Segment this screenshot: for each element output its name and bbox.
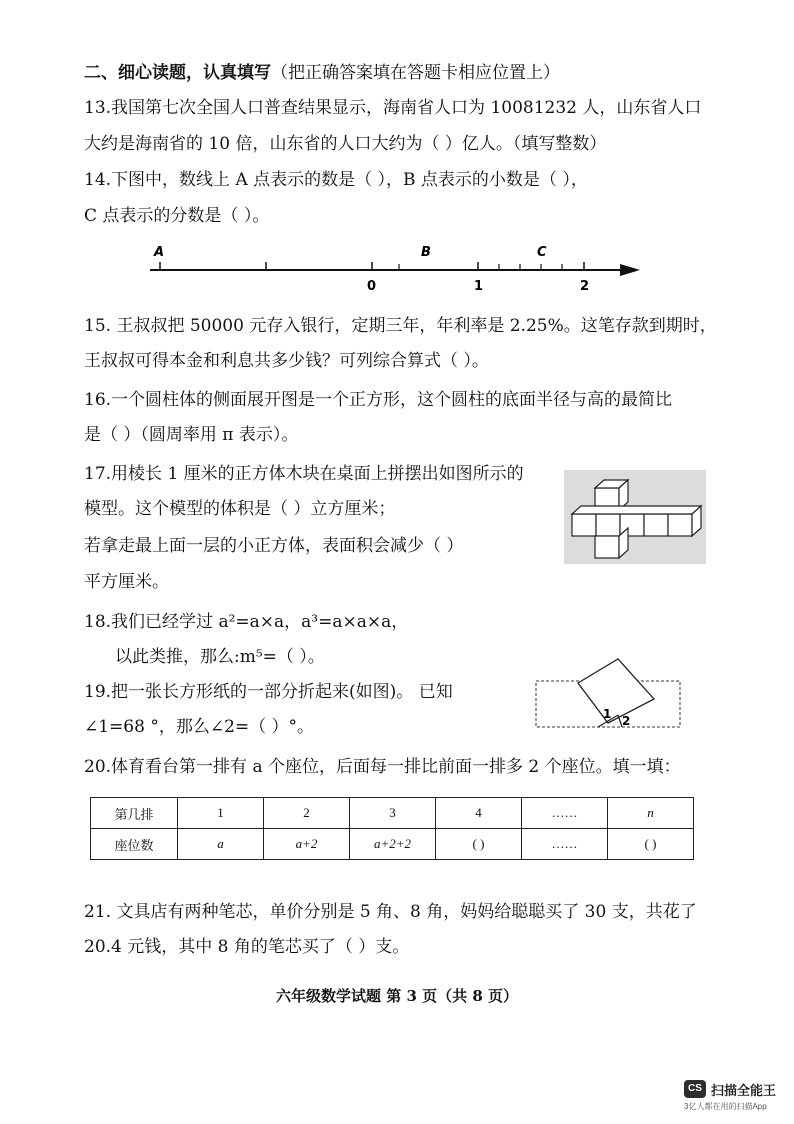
cube-model-figure [564,470,706,564]
table-cell: 第几排 [91,798,178,829]
q18-line1: 18.我们已经学过 a²=a×a，a³=a×a×a， [84,612,409,632]
q13-line2: 大约是海南省的 10 倍，山东省的人口大约为（ ）亿人。（填写整数） [84,134,607,154]
number-line-arrow [620,264,640,276]
table-row [91,829,694,860]
tick-label-0: 0 [367,279,377,294]
table-cell: 3 [350,798,436,829]
tick-label-1: 1 [474,279,484,294]
point-a-label: A [154,245,165,260]
answer-blank-cell[interactable]: ( ) [436,829,522,860]
q21-line1: 21. 文具店有两种笔芯，单价分别是 5 角、8 角，妈妈给聪聪买了 30 支，共花了 [84,902,697,922]
q14-line2: C 点表示的分数是（ ）。 [84,206,270,226]
answer-blank-cell[interactable]: ( ) [608,829,694,860]
q17-line4: 平方厘米。 [84,572,169,592]
section-note: （把正确答案填在答题卡相应位置上） [271,63,560,83]
table-cell: 4 [436,798,522,829]
page-footer: 六年级数学试题 第 3 页（共 8 页） [276,987,518,1005]
section-title: 二、细心读题，认真填写 [84,63,271,83]
table-row [91,798,694,829]
table-cell: …… [522,829,608,860]
number-line-figure [140,240,650,300]
table-cell: 座位数 [91,829,178,860]
table-cell: a+2 [264,829,350,860]
table-cell: a [178,829,264,860]
q19-line1: 19.把一张长方形纸的一部分折起来(如图)。 已知 [84,682,453,702]
q15-line2: 王叔叔可得本金和利息共多少钱？可列综合算式（ ）。 [84,351,489,371]
camscanner-logo-icon: CS [684,1080,706,1098]
angle2-label: 2 [622,714,631,728]
watermark-title: 扫描全能王 [711,1083,777,1098]
q20-line1: 20.体育看台第一排有 a 个座位，后面每一排比前面一排多 2 个座位。填一填： [84,757,681,777]
table-cell: …… [522,798,608,829]
q18-line2: 以此类推，那么:m⁵=（ ）。 [115,647,325,667]
q17-line3: 若拿走最上面一层的小正方体，表面积会减少（ ） [84,536,464,556]
q17-line1: 17.用棱长 1 厘米的正方体木块在桌面上拼摆出如图所示的 [84,464,524,484]
q14-line1: 14.下图中，数线上 A 点表示的数是（ ），B 点表示的小数是（ ）， [84,170,588,190]
q15-line1: 15. 王叔叔把 50000 元存入银行，定期三年，年利率是 2.25%。这笔存款到期时， [84,316,717,336]
q21-line2: 20.4 元钱，其中 8 角的笔芯买了（ ）支。 [84,937,410,957]
table-cell: 2 [264,798,350,829]
q19-line2: ∠1=68 °，那么∠2=（ ）°。 [84,717,315,737]
tick-label-2: 2 [580,279,590,294]
point-c-label: C [537,245,547,260]
folded-flap [578,659,654,723]
folded-paper-figure [532,655,684,731]
point-b-label: B [421,245,431,260]
q17-line2: 模型。这个模型的体积是（ ）立方厘米； [84,499,396,519]
q16-line2: 是（ ）（圆周率用 π 表示）。 [84,425,299,445]
section-heading [84,62,560,84]
table-cell: n [608,798,694,829]
q16-line1: 16.一个圆柱体的侧面展开图是一个正方形，这个圆柱的底面半径与高的最简比 [84,390,673,410]
seat-table [90,797,694,860]
q13-line1: 13.我国第七次全国人口普查结果显示，海南省人口为 10081232 人，山东省人口 [84,98,702,118]
table-cell: a+2+2 [350,829,436,860]
angle1-label: 1 [603,707,612,721]
table-cell: 1 [178,798,264,829]
watermark-subtitle: 3亿人都在用的扫描App [684,1102,767,1111]
